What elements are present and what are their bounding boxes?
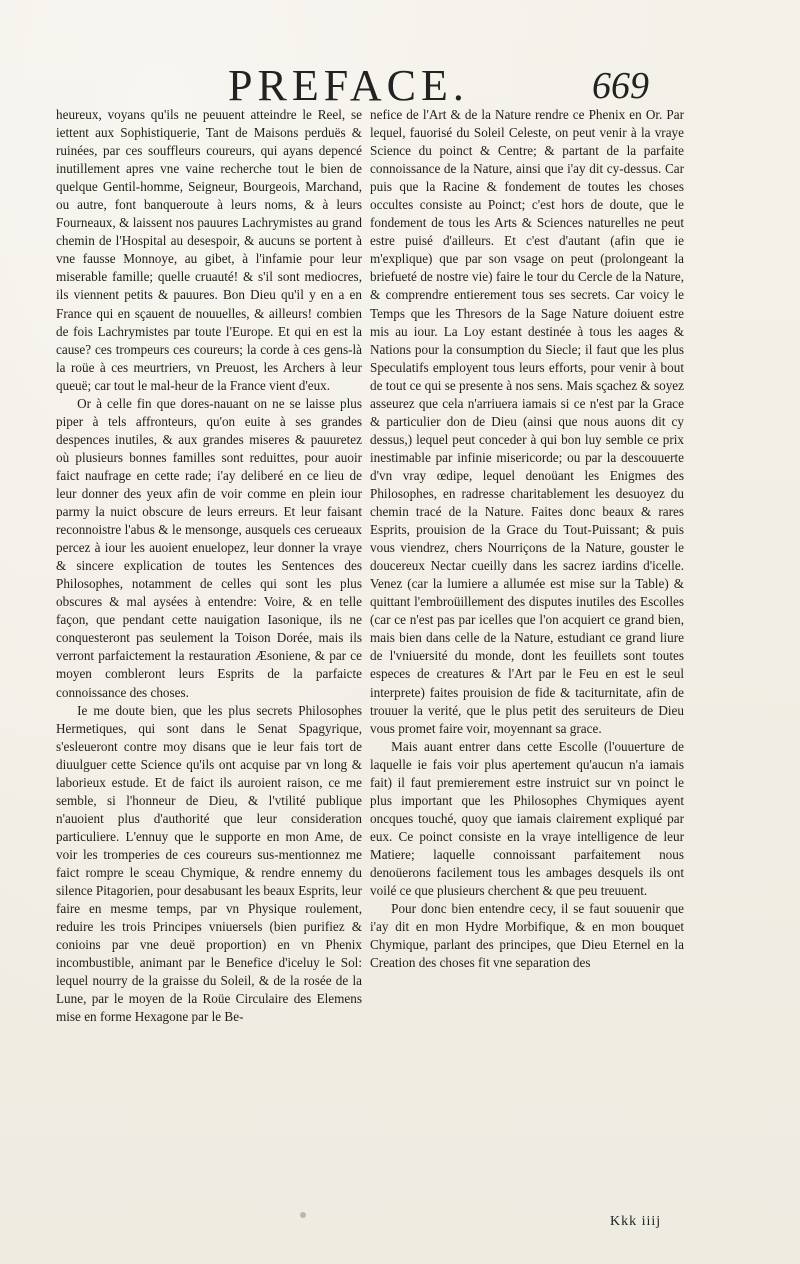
paragraph: nefice de l'Art & de la Nature rendre ce Phenix en Or. Par lequel, fauorisé du Soleil Celeste, on peut venir à la vraye Science du poinct & Centre; & partant de la parfaite connoissance de la Nature, ainsi que i'ay dit cy-dessus. Car puis que la Racine & fondement de toutes les choses occultes consiste au Poinct; c'est hors de doute, que le fondement de tous les Arts & Sciences naturelles ne peut estre puisé d'ailleurs. Et c'est d'autant (afin que ie m'explique) que par son vsage on peut (prolongeant la briefueté de nostre vie) faire le tour du Cercle de la Nature, & comprendre entierement tous ses secrets. Car voicy le Temps que les Thresors de la Sage Nature doiuent estre mis au iour. La Loy estant destinée à tous les aages & Nations pour la consumption du Siecle; il faut que les plus Speculatifs employent tous leurs efforts, pour venir à bout de tout ce qui se presente à nos sens. Mais sçachez & soyez asseurez que cela n'arriuera iamais si ce n'est par la Grace & particulier don de Dieu (ainsi que nous auons dit cy dessus,) lequel peut conceder à qui bon luy semble ce prix inestimable par infinie misericorde; ou par la descouuerte d'vn vray œdipe, lequel denoüant les Enigmes des Philosophes, en radresse charitablement les desuoyez du chemin tracé de la Nature. Faites donc beaux & rares Esprits, prouision de la Grace du Tout-Puissant; & puis vous viendrez, chers Nourriçons de la Nature, gouster le doucereux Nectar cueilly dans les sacrez iardins d'icelle. Venez (car la lumiere a allumée est mise sur la Table) & quittant l'embroüillement des disputes inutiles des Escolles (car ce n'est pas par icelles que l'on acquiert ce grand bien, mais bien dans celle de la Nature, estudiant ce grand liure de l'vniuersité du monde, dont les feuillets sont toutes especes de creatures & l'Art par le Feu en est le seul interprete) faites prouision de fide & taciturnitate, afin de trouuer la verité, que le plus petit des seruiteurs de Dieu vous promet faire voir, moyennant sa grace. <box>370 107 684 736</box>
paragraph: Ie me doute bien, que les plus secrets Philosophes Hermetiques, qui sont dans le Senat Spagyrique, s'esleueront contre moy disans que ie leur fais tort de diuulguer cette Science qu'ils ont acquise par vn long & laborieux estude. Et de faict ils auroient raison, ce me semble, si l'honneur de Dieu, & l'vtilité publique n'auoient plus d'authorité que leur consideration particuliere. L'ennuy que le supporte en mon Ame, de voir les tromperies de ces coureurs sus-mentionnez me faict rompre le sceau Chymique, & rendre ennemy du silence Pitagorien, pour desabusant les beaux Esprits, leur faire en mesme temps, par vn Physique roulement, reduire les trois Principes vniuersels (bien purifiez & conioins par vne deuë proportion) en vn Phenix incombustible, animant par le Benefice d'iceluy le Sol: lequel nourry de la graisse du Soleil, & de la rosée de la Lune, par le moyen de la Roüe Circulaire des Elemens mise en forme Hexagone par le Be- <box>56 702 362 1025</box>
running-title: PREFACE. <box>228 61 469 110</box>
paragraph: Mais auant entrer dans cette Escolle (l'ouuerture de laquelle ie fais voir plus apertement qu'aucun n'a iamais fait) il faut premierement estre instruict sur vn poinct le plus important que les Philosophes Chymiques ayent oncques touché, quoy que iamais clairement expliqué par eux. Ce poinct consiste en la vraye intelligence de leur Matiere; laquelle connoissant parfaitement nous denoüerons facilement tous les ambages desquels ils ont voilé ce que plusieurs cherchent & que peu treuuent. <box>370 738 684 899</box>
left-column <box>56 106 362 1026</box>
page-number: 669 <box>592 65 649 107</box>
right-column <box>370 106 684 972</box>
paragraph: Pour donc bien entendre cecy, il se faut souuenir que i'ay dit en mon Hydre Morbifique, & en mon bouquet Chymique, parlant des principes, que Dieu Eternel en la Creation des choses fit vne separation des <box>370 901 684 971</box>
ink-spot <box>300 1212 306 1218</box>
paragraph: heureux, voyans qu'ils ne peuuent atteindre le Reel, se iettent aux Sophistiquerie, Tant de Maisons perduës & ruinées, par ces souffleurs coureurs, qui ayans depencé inutillement apres vne vaine recherche tout le bien de quelque Gentil-homme, Seigneur, Bourgeois, Marchand, ou autre, font banqueroute à leurs noms, & à leurs Fourneaux, & laissent nos pauures Lachrymistes au grand chemin de l'Hospital au desespoir, & aucuns se portent à vne fausse Monnoye, au gibet, à l'infamie pour leur miserable famille; quelle cruauté! & s'il sont mediocres, ils viennent petits & pauures. Bon Dieu qu'il y en a en France qui en sçauent de nouuelles, & ailleurs! combien de fois Lachrymistes par toute l'Europe. Et qui en est la cause? ces trompeurs ces coureurs; la corde à ces gens-là la roüe à ces meurtriers, vn Preuost, les Archers à leur queuë; car tout le mal-heur de la France vient d'eux. <box>56 107 362 393</box>
signature-mark: Kkk iiij <box>610 1214 662 1229</box>
paragraph: Or à celle fin que dores-nauant on ne se laisse plus piper à tels affronteurs, qu'on euite à ses grandes despences inutiles, & aux grandes miseres & pauuretez où plusieurs bonnes familles sont reduittes, pour auoir faict naufrage en cette rade; i'ay deliberé en ce lieu de leur donner des yeux afin de voir comme en plein iour parmy la nuict obscure de leurs erreurs. Et leur faisant reconnoistre l'abus & le mensonge, ausquels ces cerueaux percez à iour les auoient enuelopez, leur donner la vraye & sincere explication de toutes les Sentences des Philosophes, notamment de celles qui sont les plus obscures & mal aysées à entendre: Voire, & en telle façon, que pendant cette nauigation Iasonique, ils ne conquesteront pas seulement la Toison Dorée, mais ils verront parfaictement la restauration Æsoniene, & par ce moyen combleront leurs Esprits de la parfaicte connoissance des choses. <box>56 395 362 700</box>
